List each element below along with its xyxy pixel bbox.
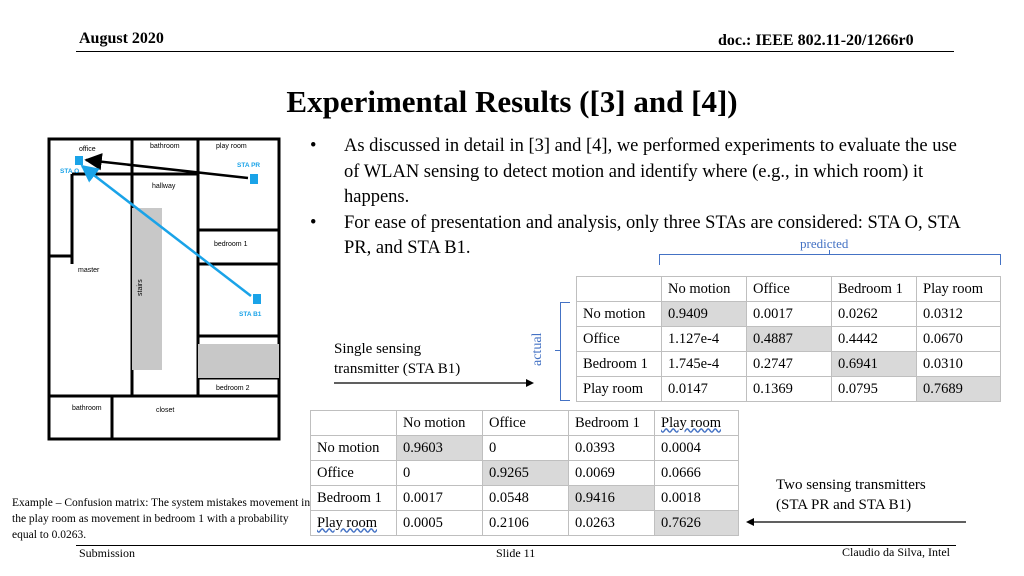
confusion-matrix-two — [310, 410, 739, 536]
bullet-text-1: As discussed in detail in [3] and [4], we performed experiments to evaluate the use of WLAN sensing to detect motion and identify where (e.g., in which room) it happens. — [344, 136, 957, 207]
matrix-header-row — [577, 277, 1001, 302]
footer-author: Claudio da Silva, Intel — [842, 545, 950, 559]
row-label: Office — [311, 461, 397, 486]
matrix-cell-diagonal: 0.9409 — [662, 302, 747, 327]
footer-slide-number: Slide 11 — [496, 546, 536, 560]
matrix-row — [577, 327, 1001, 352]
matrix-cell: 0.0393 — [569, 436, 655, 461]
matrix-cell-diagonal: 0.9603 — [397, 436, 483, 461]
room-office: office — [79, 146, 96, 153]
matrix-cell: 0.0017 — [747, 302, 832, 327]
single-sensing-line-2: transmitter (STA B1) — [334, 361, 461, 377]
header-cell: Play room — [917, 277, 1001, 302]
predicted-brace — [659, 254, 1001, 265]
matrix-cell: 0.0018 — [655, 486, 739, 511]
matrix-cell: 0.0310 — [917, 352, 1001, 377]
matrix-cell: 1.127e-4 — [662, 327, 747, 352]
matrix-cell-diagonal: 0.9265 — [483, 461, 569, 486]
single-sensing-arrow — [334, 377, 536, 389]
matrix-cell: 0.0312 — [917, 302, 1001, 327]
matrix-cell: 0.0670 — [917, 327, 1001, 352]
room-master: master — [78, 267, 100, 274]
row-label: Bedroom 1 — [311, 486, 397, 511]
matrix-row — [577, 302, 1001, 327]
header-cell: Play room — [655, 411, 739, 436]
shaded-area — [198, 344, 279, 378]
matrix-cell: 0.0004 — [655, 436, 739, 461]
station-label-o: STA O — [60, 168, 80, 175]
header-cell: Office — [747, 277, 832, 302]
header-cell — [577, 277, 662, 302]
bullet-dot: • — [310, 212, 317, 233]
matrix-cell: 0.2106 — [483, 511, 569, 536]
station-o-marker — [75, 156, 83, 165]
matrix-cell: 0.0017 — [397, 486, 483, 511]
station-label-pr: STA PR — [237, 162, 261, 169]
confusion-matrix-single — [576, 276, 1001, 402]
room-bathroom: bathroom — [150, 143, 180, 150]
actual-brace-tick — [555, 350, 560, 351]
station-pr-marker — [250, 174, 258, 184]
predicted-label: predicted — [800, 236, 849, 251]
two-sensing-line-2: (STA PR and STA B1) — [776, 497, 912, 513]
matrix-cell: 0 — [397, 461, 483, 486]
single-sensing-label — [334, 339, 460, 379]
matrix-cell: 0.0666 — [655, 461, 739, 486]
row-label: Play room — [311, 511, 397, 536]
matrix-cell: 0.0263 — [569, 511, 655, 536]
row-label: No motion — [577, 302, 662, 327]
room-bathroom-2: bathroom — [72, 405, 102, 412]
matrix-cell: 0.0069 — [569, 461, 655, 486]
room-stairs: stairs — [137, 279, 144, 296]
header-cell: No motion — [662, 277, 747, 302]
header-cell — [311, 411, 397, 436]
header-cell: Office — [483, 411, 569, 436]
row-label: Bedroom 1 — [577, 352, 662, 377]
matrix-cell-diagonal: 0.4887 — [747, 327, 832, 352]
slide-title: Experimental Results ([3] and [4]) — [286, 84, 738, 119]
bullet-dot: • — [310, 136, 317, 156]
matrix-cell: 0.4442 — [832, 327, 917, 352]
header-date: August 2020 — [79, 30, 164, 47]
matrix-row — [311, 436, 739, 461]
bullet-item-1 — [310, 134, 970, 211]
header-divider — [76, 51, 954, 52]
station-label-b1: STA B1 — [239, 311, 262, 318]
actual-label: actual — [530, 332, 545, 366]
room-bedroom-2: bedroom 2 — [216, 385, 250, 392]
footer-submission: Submission — [79, 546, 136, 560]
matrix-cell: 0.2747 — [747, 352, 832, 377]
floor-plan — [46, 136, 284, 442]
single-sensing-line-1: Single sensing — [334, 341, 422, 357]
row-label: No motion — [311, 436, 397, 461]
header-cell: No motion — [397, 411, 483, 436]
matrix-row — [311, 486, 739, 511]
room-hallway: hallway — [152, 183, 176, 190]
matrix-row — [577, 352, 1001, 377]
room-bedroom-1: bedroom 1 — [214, 241, 248, 248]
matrix-cell-diagonal: 0.9416 — [569, 486, 655, 511]
header-cell: Bedroom 1 — [569, 411, 655, 436]
matrix-row — [311, 461, 739, 486]
room-closet: closet — [156, 407, 175, 414]
matrix-cell: 0.0548 — [483, 486, 569, 511]
matrix-cell: 0.0005 — [397, 511, 483, 536]
matrix-row — [577, 377, 1001, 402]
two-sensing-label — [776, 475, 926, 515]
matrix-header-row — [311, 411, 739, 436]
matrix-cell-diagonal: 0.6941 — [832, 352, 917, 377]
bullet-list — [310, 134, 970, 262]
matrix-cell: 1.745e-4 — [662, 352, 747, 377]
matrix-cell: 0.1369 — [747, 377, 832, 402]
matrix-cell: 0.0795 — [832, 377, 917, 402]
bullet-text-2: For ease of presentation and analysis, only three STAs are considered: STA O, STA PR, and STA B1. — [344, 212, 960, 258]
room-play-room: play room — [216, 143, 247, 150]
example-note: Example – Confusion matrix: The system mistakes movement in the play room as movement in bedroom 1 with a probability equal to 0.0263. — [12, 497, 311, 541]
header-doc-id: doc.: IEEE 802.11-20/1266r0 — [718, 32, 914, 49]
predicted-brace-tick — [829, 250, 830, 255]
row-label: Office — [577, 327, 662, 352]
actual-brace — [560, 302, 570, 401]
matrix-cell: 0.0262 — [832, 302, 917, 327]
matrix-cell: 0 — [483, 436, 569, 461]
two-sensing-line-1: Two sensing transmitters — [776, 477, 926, 493]
row-label: Play room — [577, 377, 662, 402]
matrix-row — [311, 511, 739, 536]
matrix-cell-diagonal: 0.7689 — [917, 377, 1001, 402]
station-b1-marker — [253, 294, 261, 304]
two-sensing-arrow — [744, 516, 970, 528]
header-cell: Bedroom 1 — [832, 277, 917, 302]
matrix-cell-diagonal: 0.7626 — [655, 511, 739, 536]
matrix-cell: 0.0147 — [662, 377, 747, 402]
